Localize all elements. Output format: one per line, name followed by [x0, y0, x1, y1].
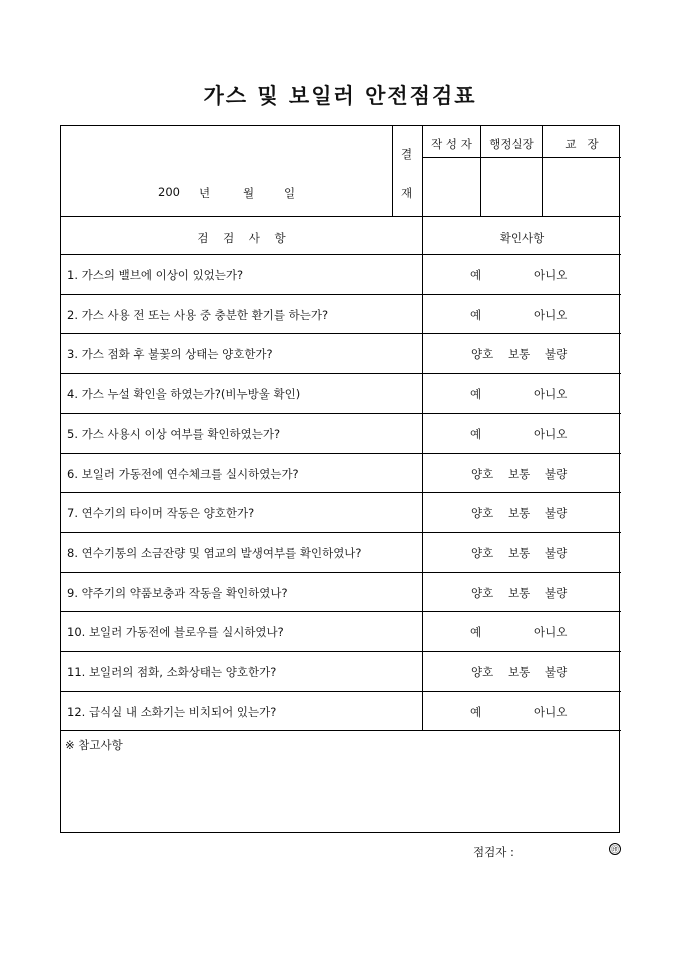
answer-option[interactable]: 예	[470, 426, 482, 441]
answer-option[interactable]: 보통	[508, 506, 531, 521]
inspector-label: 점검자 :	[473, 845, 514, 859]
answer-option[interactable]: 아니오	[534, 704, 568, 719]
answer-option[interactable]: 예	[470, 704, 482, 719]
question-text: 2. 가스 사용 전 또는 사용 중 충분한 환기를 하는가?	[67, 307, 329, 322]
answer-option[interactable]: 아니오	[534, 387, 568, 402]
answer-option[interactable]: 예	[470, 307, 482, 322]
question-text: 12. 급식실 내 소화기는 비치되어 있는가?	[67, 704, 277, 719]
question-text: 5. 가스 사용시 이상 여부를 확인하였는가?	[67, 426, 281, 441]
approver-writer: 작 성 자	[431, 137, 472, 151]
question-text: 1. 가스의 밸브에 이상이 있었는가?	[67, 268, 244, 282]
seal-icon: ㊞	[611, 845, 619, 854]
answer-option[interactable]: 양호	[471, 585, 494, 600]
approver-principal: 교 장	[565, 137, 599, 151]
question-text: 7. 연수기의 타이머 작동은 양호한가?	[67, 506, 255, 521]
answer-option[interactable]: 예	[470, 387, 482, 402]
answer-option[interactable]: 불량	[545, 665, 568, 679]
answer-option[interactable]: 보통	[508, 466, 531, 481]
inspection-table	[60, 125, 620, 833]
date-day-unit: 일	[284, 186, 296, 200]
column-header-items: 검 검 사 항	[197, 231, 286, 245]
answer-option[interactable]: 양호	[471, 545, 494, 560]
question-text: 9. 약주기의 약품보충과 작동을 확인하였나?	[67, 585, 288, 600]
answer-option[interactable]: 아니오	[534, 426, 568, 441]
answer-option[interactable]: 불량	[545, 506, 568, 521]
answer-option[interactable]: 불량	[545, 545, 568, 560]
answer-option[interactable]: 불량	[545, 347, 568, 362]
answer-option[interactable]: 불량	[545, 585, 568, 600]
answer-option[interactable]: 양호	[471, 506, 494, 521]
answer-option[interactable]: 아니오	[534, 625, 568, 640]
column-header-check: 확인사항	[499, 231, 545, 245]
question-text: 11. 보일러의 점화, 소화상태는 양호한가?	[67, 665, 277, 679]
answer-option[interactable]: 불량	[545, 466, 568, 481]
answer-option[interactable]: 아니오	[534, 307, 568, 322]
notes-label: ※ 참고사항	[65, 738, 123, 752]
answer-option[interactable]: 보통	[508, 347, 531, 362]
answer-option[interactable]: 아니오	[534, 268, 568, 282]
answer-option[interactable]: 보통	[508, 585, 531, 600]
question-text: 4. 가스 누설 확인을 하였는가?(비누방울 확인)	[67, 387, 301, 402]
question-text: 8. 연수기통의 소금잔량 및 염교의 발생여부를 확인하였나?	[67, 545, 362, 560]
answer-option[interactable]: 보통	[508, 665, 531, 679]
approval-label-top: 결	[401, 147, 413, 161]
answer-option[interactable]: 예	[470, 625, 482, 640]
date-year-unit: 년	[199, 186, 211, 200]
question-text: 10. 보일러 가동전에 블로우를 실시하였나?	[67, 625, 284, 640]
question-text: 6. 보일러 가동전에 연수체크를 실시하였는가?	[67, 466, 299, 481]
answer-option[interactable]: 양호	[471, 347, 494, 362]
answer-option[interactable]: 보통	[508, 545, 531, 560]
approval-label-bottom: 재	[401, 186, 413, 200]
date-month-unit: 월	[243, 186, 255, 200]
answer-option[interactable]: 양호	[471, 665, 494, 679]
answer-option[interactable]: 예	[470, 268, 482, 282]
approver-admin: 행정실장	[489, 137, 534, 151]
question-text: 3. 가스 점화 후 불꽃의 상태는 양호한가?	[67, 347, 273, 362]
page-title: 가스 및 보일러 안전점검표	[203, 83, 477, 108]
date-year: 200	[158, 185, 180, 199]
answer-option[interactable]: 양호	[471, 466, 494, 481]
